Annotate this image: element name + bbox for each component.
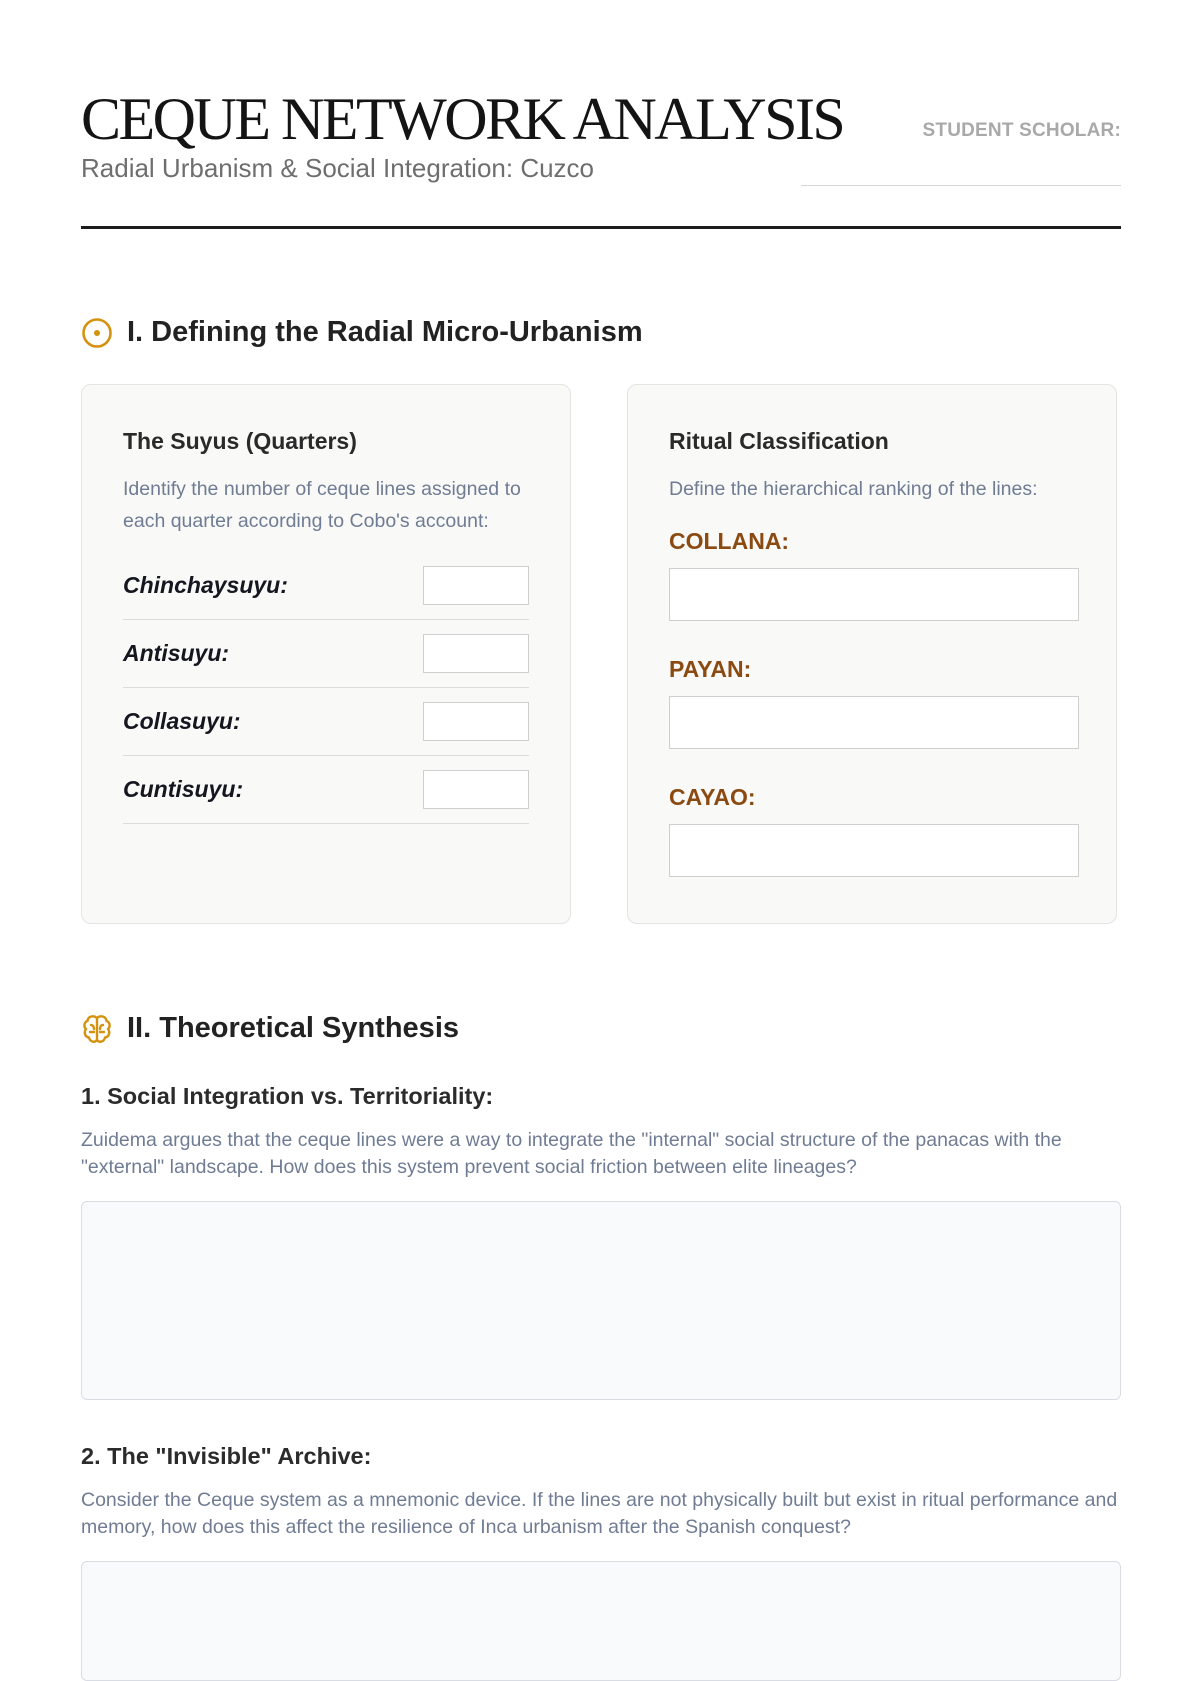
student-scholar-label: STUDENT SCHOLAR: — [922, 120, 1121, 141]
rank-label-payan: PAYAN: — [669, 656, 752, 682]
suyu-label: Antisuyu: — [123, 640, 230, 666]
ritual-card-description: Define the hierarchical ranking of the lines: — [669, 478, 1038, 500]
collana-input[interactable] — [669, 568, 1079, 621]
target-icon — [81, 317, 113, 349]
question-2-text: Consider the Ceque system as a mnemonic device. If the lines are not physically built but exist in ritual performance and memory, how does this affect the resilience of Inca urbanism after the Spanish conquest? — [81, 1489, 1118, 1538]
suyu-row-cuntisuyu — [123, 756, 529, 824]
suyus-card-description: Identify the number of ceque lines assigned to each quarter according to Cobo's account: — [123, 478, 521, 532]
collasuyu-count-input[interactable] — [423, 702, 529, 741]
suyu-label: Cuntisuyu: — [123, 776, 244, 802]
antisuyu-count-input[interactable] — [423, 634, 529, 673]
suyu-row-collasuyu — [123, 688, 529, 756]
suyus-list — [123, 552, 529, 824]
rank-label-cayao: CAYAO: — [669, 784, 756, 810]
suyus-card-title: The Suyus (Quarters) — [123, 428, 357, 454]
student-scholar-name-field[interactable] — [801, 185, 1121, 186]
rank-label-collana: COLLANA: — [669, 528, 790, 554]
ritual-classification-card — [627, 384, 1117, 924]
worksheet-header — [81, 0, 1121, 230]
page-title: CEQUE NETWORK ANALYSIS — [81, 86, 844, 152]
brain-icon — [81, 1013, 113, 1045]
question-2-title: 2. The "Invisible" Archive: — [81, 1443, 372, 1469]
worksheet-page — [81, 0, 1121, 1538]
suyu-label: Chinchaysuyu: — [123, 572, 288, 598]
page-subtitle: Radial Urbanism & Social Integration: Cuzco — [81, 153, 595, 183]
suyus-card — [81, 384, 571, 924]
question-1-title: 1. Social Integration vs. Territoriality: — [81, 1083, 494, 1109]
question-1-text: Zuidema argues that the ceque lines were a way to integrate the "internal" social structure of the panacas with the "external" landscape. How does this system prevent social friction between elite lineages? — [81, 1129, 1062, 1178]
section-2-heading — [81, 1012, 459, 1045]
rank-group-collana — [669, 527, 1075, 621]
section-1-heading — [81, 316, 643, 349]
cuntisuyu-count-input[interactable] — [423, 770, 529, 809]
section-2-title: II. Theoretical Synthesis — [127, 1012, 459, 1044]
ritual-card-title: Ritual Classification — [669, 428, 889, 454]
section-1-title: I. Defining the Radial Micro-Urbanism — [127, 316, 643, 348]
rank-group-payan — [669, 655, 1075, 749]
payan-input[interactable] — [669, 696, 1079, 749]
rank-group-cayao — [669, 783, 1075, 877]
chinchaysuyu-count-input[interactable] — [423, 566, 529, 605]
cayao-input[interactable] — [669, 824, 1079, 877]
header-divider — [81, 226, 1121, 229]
question-1-answer-area[interactable] — [81, 1201, 1121, 1400]
suyu-row-antisuyu — [123, 620, 529, 688]
suyu-row-chinchaysuyu — [123, 552, 529, 620]
question-2-answer-area[interactable] — [81, 1561, 1121, 1681]
suyu-label: Collasuyu: — [123, 708, 241, 734]
